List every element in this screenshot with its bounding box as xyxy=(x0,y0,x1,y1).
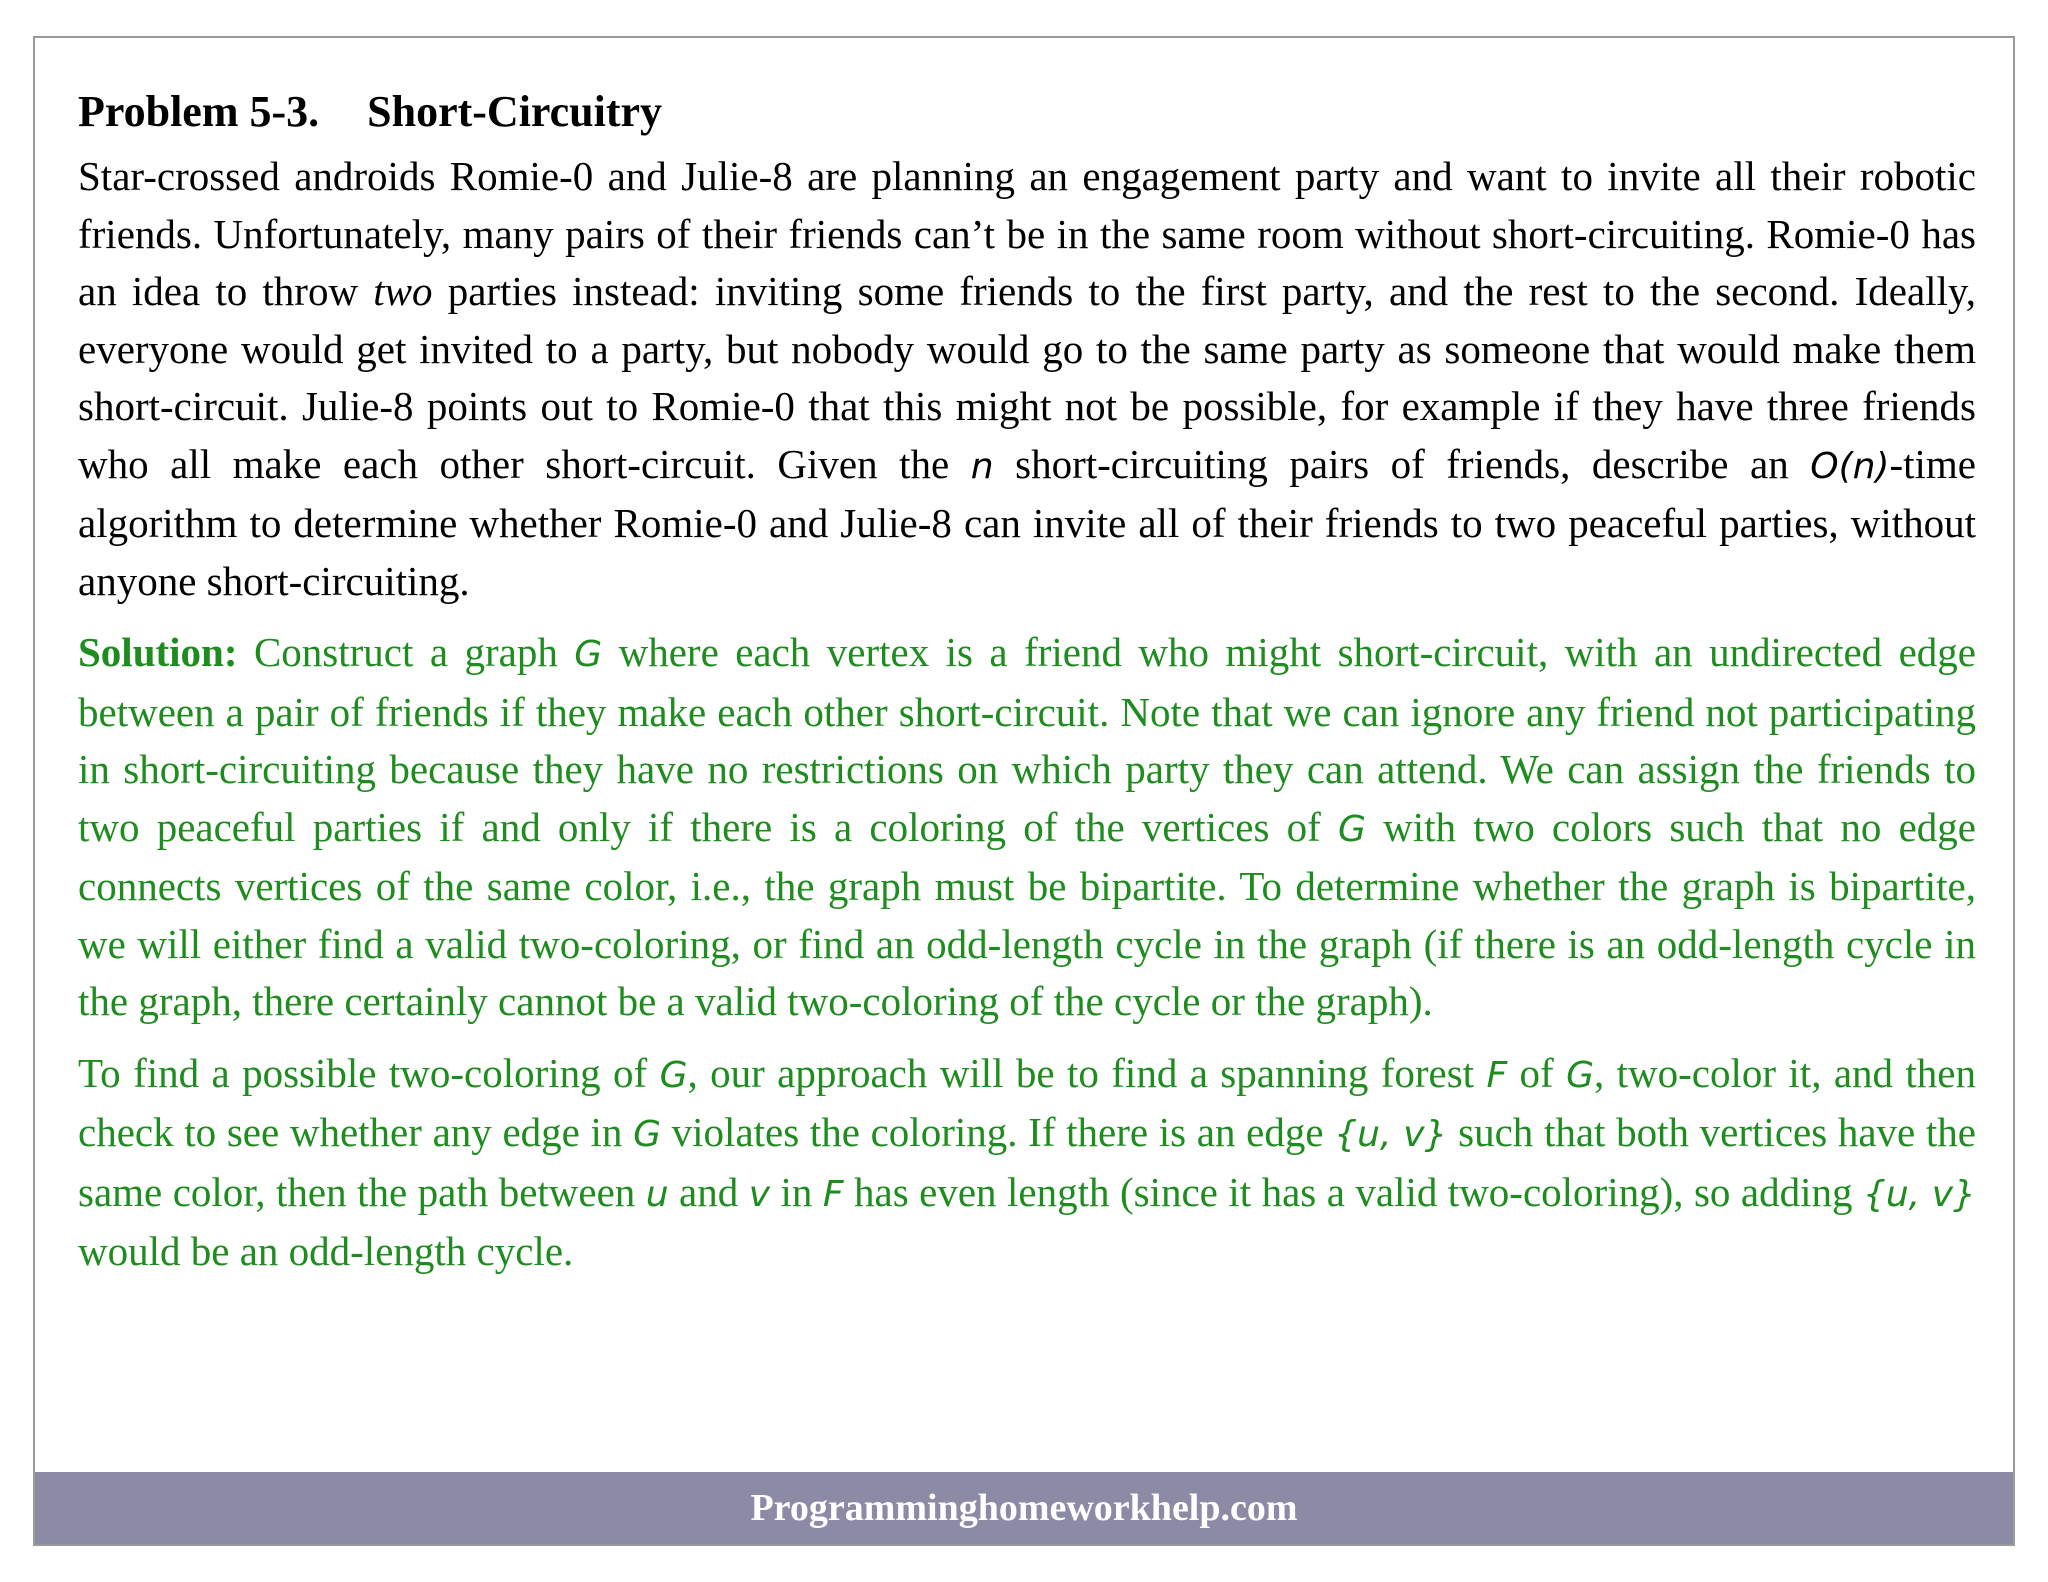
math-n: n xyxy=(970,445,994,487)
solution-paragraph-1 xyxy=(78,624,1976,1031)
problem-text-3: short-circuiting pairs of friends, describe an xyxy=(993,440,1811,487)
problem-heading xyxy=(78,82,1976,142)
math-v: v xyxy=(748,1173,771,1215)
slide-content xyxy=(78,82,1976,1281)
math-big-o: O(n) xyxy=(1810,445,1890,487)
math-g: G xyxy=(1566,1054,1594,1096)
solution2-text: , our approach will be to find a spanning forest xyxy=(687,1049,1487,1096)
math-g: G xyxy=(633,1114,661,1155)
solution-paragraph-2 xyxy=(78,1045,1976,1281)
solution2-text: To find a possible two-coloring of xyxy=(78,1049,660,1096)
footer-banner xyxy=(35,1472,2013,1544)
solution2-text: and xyxy=(668,1168,749,1215)
math-edge-uv: {u, v} xyxy=(1862,1173,1976,1215)
solution-label: Solution: xyxy=(78,629,238,675)
math-u: u xyxy=(645,1173,669,1215)
solution2-text: , two-color it, and then check to see whether any edge in xyxy=(78,1049,1976,1155)
solution-text-3: with two colors such that no edge connects vertices of the same color, i.e., the graph must be bipartite. To determine whether the graph is bipartite, we will either find a valid two-coloring, or find an odd-length cycle in the graph (if there is an odd-length cycle in the graph, there certainly cannot be a valid two-coloring of the cycle or the graph). xyxy=(78,803,1976,1024)
solution2-text: would be an odd-length cycle. xyxy=(78,1228,574,1274)
slide-frame xyxy=(33,36,2015,1546)
math-g: G xyxy=(574,634,603,675)
problem-statement xyxy=(78,148,1976,610)
solution-text-1: Construct a graph xyxy=(237,629,575,675)
solution2-text: in xyxy=(770,1168,823,1215)
problem-text-4: -time algorithm to determine whether Romie-0 and Julie-8 can invite all of their friends to two peaceful parties, without anyone short-circuiting. xyxy=(78,440,1977,604)
problem-number: Problem 5-3. xyxy=(78,87,320,136)
solution2-text: has even length (since it has a valid two-coloring), so adding xyxy=(843,1168,1863,1215)
problem-text-1: Star-crossed androids Romie-0 and Julie-8 are planning an engagement party and want to invite all their robotic friends. Unfortunately, many pairs of their friends can’t be in the same room without short-circuiting. Romie-0 has an idea to throw xyxy=(78,153,1976,314)
solution2-text: of xyxy=(1507,1049,1567,1096)
footer-website: Programminghomeworkhelp.com xyxy=(750,1487,1298,1529)
math-edge-uv: {u, v} xyxy=(1334,1114,1448,1155)
solution2-text: violates the coloring. If there is an edge xyxy=(660,1109,1335,1155)
solution-text-2: where each vertex is a friend who might short-circuit, with an undirected edge between a pair of friends if they make each other short-circuit. Note that we can ignore any friend not participating in short-circuiting because they have no restrictions on which party they can attend. We can assign the friends to two peaceful parties if and only if there is a coloring of the vertices of xyxy=(78,629,1976,850)
math-f: F xyxy=(822,1173,844,1215)
problem-emphasis: two xyxy=(373,268,433,314)
math-g: G xyxy=(659,1054,688,1096)
solution2-text: such that both vertices have the same color, then the path between xyxy=(78,1109,1976,1215)
math-g: G xyxy=(1337,808,1366,850)
math-f: F xyxy=(1486,1054,1508,1096)
problem-title: Short-Circuitry xyxy=(367,87,663,136)
problem-text-2: parties instead: inviting some friends to the first party, and the rest to the second. Ideally, everyone would get invited to a party, but nobody would go to the same party as someone that would make them short-circuit. Julie-8 points out to Romie-0 that this might not be possible, for example if they have three friends who all make each other short-circuit. Given the xyxy=(78,268,1977,487)
